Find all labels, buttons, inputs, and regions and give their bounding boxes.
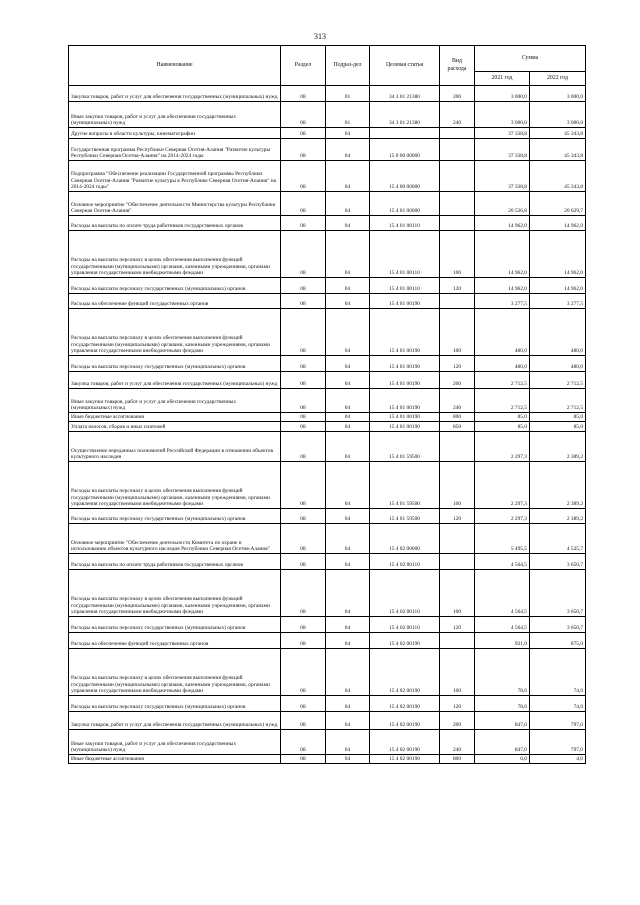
cell-section: 08 xyxy=(281,633,326,649)
cell-subsection: 04 xyxy=(326,128,370,139)
cell-2021: 4 564,5 xyxy=(475,617,530,633)
table-row xyxy=(69,356,586,372)
cell-section: 08 xyxy=(281,712,326,730)
table-row xyxy=(69,216,586,231)
cell-2022: 797,0 xyxy=(530,730,586,755)
cell-section: 08 xyxy=(281,422,326,432)
cell-2021: 5 495,5 xyxy=(475,524,530,554)
table-row xyxy=(69,139,586,161)
cell-target: 15 4 01 00110 xyxy=(370,216,440,231)
cell-target: 15 4 01 59500 xyxy=(370,509,440,524)
cell-2022: 4,0 xyxy=(530,755,586,764)
table-row xyxy=(69,730,586,755)
cell-name: Расходы на выплаты персоналу государственных (муниципальных) органов xyxy=(69,278,281,294)
cell-2022: 875,0 xyxy=(530,633,586,649)
cell-section: 08 xyxy=(281,570,326,617)
cell-expense: 200 xyxy=(440,712,475,730)
cell-name: Осуществление переданных полномочий Российской Федерации в отношении объектов культурного наследия xyxy=(69,432,281,462)
cell-2021: 3 277,5 xyxy=(475,294,530,309)
table-row xyxy=(69,86,586,102)
cell-subsection: 04 xyxy=(326,633,370,649)
cell-section: 08 xyxy=(281,309,326,356)
table-row xyxy=(69,633,586,649)
cell-2022: 14 962,0 xyxy=(530,231,586,278)
cell-section: 08 xyxy=(281,696,326,712)
cell-2022: 480,0 xyxy=(530,356,586,372)
cell-2022: 85,0 xyxy=(530,422,586,432)
cell-target: 15 4 01 59500 xyxy=(370,462,440,509)
cell-expense: 240 xyxy=(440,389,475,413)
table-body xyxy=(69,86,586,764)
cell-subsection: 04 xyxy=(326,231,370,278)
cell-name: Иные бюджетные ассигнования xyxy=(69,755,281,764)
cell-2022: 45 343,8 xyxy=(530,161,586,192)
cell-name: Расходы на обеспечение функций государственных органов xyxy=(69,633,281,649)
cell-name: Иные закупки товаров, работ и услуг для обеспечения государственных (муниципальных) нужд xyxy=(69,102,281,128)
cell-expense: 240 xyxy=(440,102,475,128)
cell-2021: 2 297,3 xyxy=(475,462,530,509)
cell-subsection: 01 xyxy=(326,102,370,128)
cell-2021: 6,0 xyxy=(475,755,530,764)
cell-target: 15 4 02 00110 xyxy=(370,554,440,570)
cell-2021: 78,0 xyxy=(475,696,530,712)
cell-name: Государственная программа Республики Северная Осетия-Алания "Развитие культуры Республики Северная Осетия-Алания" на 2014-2024 годы xyxy=(69,139,281,161)
table-row xyxy=(69,389,586,413)
cell-2021: 2 297,3 xyxy=(475,432,530,462)
cell-2022: 480,0 xyxy=(530,309,586,356)
table-row xyxy=(69,422,586,432)
table-row xyxy=(69,712,586,730)
cell-section: 08 xyxy=(281,617,326,633)
cell-2021: 85,0 xyxy=(475,422,530,432)
cell-2022: 2 389,2 xyxy=(530,462,586,509)
cell-section: 08 xyxy=(281,231,326,278)
cell-target: 15 0 00 00000 xyxy=(370,139,440,161)
cell-expense xyxy=(440,216,475,231)
cell-2022: 3 000,0 xyxy=(530,86,586,102)
cell-expense: 100 xyxy=(440,570,475,617)
cell-subsection: 04 xyxy=(326,554,370,570)
header-target: Целевая статья xyxy=(370,46,440,86)
cell-subsection: 04 xyxy=(326,617,370,633)
cell-expense xyxy=(440,432,475,462)
cell-target: 15 4 01 00190 xyxy=(370,309,440,356)
table-row xyxy=(69,649,586,696)
cell-subsection: 04 xyxy=(326,139,370,161)
cell-2021: 480,0 xyxy=(475,309,530,356)
cell-name: Основное мероприятие "Обеспечение деятельности Комитета по охране и использованию объектов культурного наследия Республики Северная Осетия-Алания" xyxy=(69,524,281,554)
cell-2021: 14 962,0 xyxy=(475,216,530,231)
table-row xyxy=(69,755,586,764)
cell-2022: 14 962,0 xyxy=(530,216,586,231)
cell-target: 34 3 01 21380 xyxy=(370,102,440,128)
table-row xyxy=(69,294,586,309)
cell-section: 08 xyxy=(281,372,326,389)
cell-2022: 45 343,8 xyxy=(530,128,586,139)
cell-subsection: 04 xyxy=(326,294,370,309)
cell-name: Подпрограмма "Обеспечение реализации Государственной программы Республики Северная Осетия-Алания "Развитие культуры в Республике Северная Осетия-Алания" на 2014-2024 годы" xyxy=(69,161,281,192)
cell-target: 15 4 01 59500 xyxy=(370,432,440,462)
cell-2021: 20 536,8 xyxy=(475,192,530,216)
cell-subsection: 04 xyxy=(326,422,370,432)
cell-section: 08 xyxy=(281,216,326,231)
cell-2022: 797,0 xyxy=(530,712,586,730)
cell-section: 08 xyxy=(281,509,326,524)
cell-target: 15 4 01 00000 xyxy=(370,192,440,216)
table-row xyxy=(69,696,586,712)
cell-expense: 240 xyxy=(440,730,475,755)
cell-section: 08 xyxy=(281,462,326,509)
cell-name: Расходы на выплаты персоналу в целях обеспечения выполнения функций государственными (муниципальными) органами, казенными учреждениями, органами управления государственными внебюджетными фондами xyxy=(69,462,281,509)
cell-subsection: 04 xyxy=(326,755,370,764)
cell-name: Закупка товаров, работ и услуг для обеспечения государственных (муниципальных) нужд xyxy=(69,712,281,730)
header-2022: 2022 год xyxy=(530,72,586,86)
cell-2022: 45 343,8 xyxy=(530,139,586,161)
cell-2022: 2 712,5 xyxy=(530,372,586,389)
cell-subsection: 04 xyxy=(326,432,370,462)
cell-2021: 2 712,5 xyxy=(475,372,530,389)
cell-2021: 3 000,0 xyxy=(475,102,530,128)
cell-expense: 850 xyxy=(440,422,475,432)
cell-expense: 100 xyxy=(440,649,475,696)
cell-2021: 85,0 xyxy=(475,413,530,422)
cell-name: Иные закупки товаров, работ и услуг для обеспечения государственных (муниципальных) нужд xyxy=(69,730,281,755)
cell-name: Расходы на выплаты персоналу государственных (муниципальных) органов xyxy=(69,696,281,712)
cell-subsection: 04 xyxy=(326,278,370,294)
cell-name: Расходы на обеспечение функций государственных органов xyxy=(69,294,281,309)
cell-expense: 100 xyxy=(440,309,475,356)
cell-section: 08 xyxy=(281,278,326,294)
cell-target: 15 4 01 00190 xyxy=(370,294,440,309)
cell-subsection: 04 xyxy=(326,389,370,413)
cell-name: Расходы на выплаты персоналу государственных (муниципальных) органов xyxy=(69,509,281,524)
cell-target xyxy=(370,128,440,139)
cell-target: 15 4 02 00110 xyxy=(370,617,440,633)
table-row xyxy=(69,524,586,554)
cell-expense: 120 xyxy=(440,617,475,633)
cell-2021: 2 712,5 xyxy=(475,389,530,413)
cell-section: 08 xyxy=(281,524,326,554)
table-row xyxy=(69,102,586,128)
cell-2021: 4 564,5 xyxy=(475,554,530,570)
cell-2022: 14 962,0 xyxy=(530,278,586,294)
cell-2021: 14 962,0 xyxy=(475,278,530,294)
cell-name: Основное мероприятие "Обеспечение деятельности Министерства культуры Республики Северная Осетия-Алания" xyxy=(69,192,281,216)
cell-name: Расходы на выплаты персоналу в целях обеспечения выполнения функций государственными (муниципальными) органами, казенными учреждениями, органами управления государственными внебюджетными фондами xyxy=(69,649,281,696)
cell-section: 08 xyxy=(281,161,326,192)
table-row xyxy=(69,231,586,278)
cell-subsection: 04 xyxy=(326,413,370,422)
cell-2021: 4 564,5 xyxy=(475,570,530,617)
header-subsection: Подраз-дел xyxy=(326,46,370,86)
cell-section: 08 xyxy=(281,128,326,139)
cell-2022: 74,0 xyxy=(530,649,586,696)
table-row xyxy=(69,161,586,192)
cell-subsection: 04 xyxy=(326,161,370,192)
cell-2022: 3 650,7 xyxy=(530,617,586,633)
cell-section: 08 xyxy=(281,139,326,161)
cell-section: 08 xyxy=(281,432,326,462)
cell-2021: 2 297,3 xyxy=(475,509,530,524)
cell-subsection: 04 xyxy=(326,730,370,755)
table-row xyxy=(69,309,586,356)
cell-name: Расходы на выплаты персоналу в целях обеспечения выполнения функций государственными (муниципальными) органами, казенными учреждениями, органами управления государственными внебюджетными фондами xyxy=(69,309,281,356)
cell-expense: 200 xyxy=(440,86,475,102)
cell-2021: 847,0 xyxy=(475,730,530,755)
cell-subsection: 04 xyxy=(326,192,370,216)
cell-target: 15 4 01 00110 xyxy=(370,231,440,278)
table-row xyxy=(69,570,586,617)
header-2021: 2021 год xyxy=(475,72,530,86)
cell-section: 08 xyxy=(281,102,326,128)
cell-section: 08 xyxy=(281,649,326,696)
cell-subsection: 04 xyxy=(326,649,370,696)
cell-target: 15 4 01 00190 xyxy=(370,372,440,389)
cell-name: Расходы на выплаты персоналу в целях обеспечения выполнения функций государственными (муниципальными) органами, казенными учреждениями, органами управления государственными внебюджетными фондами xyxy=(69,570,281,617)
cell-target: 15 4 02 00110 xyxy=(370,570,440,617)
cell-2022: 2 389,2 xyxy=(530,432,586,462)
cell-target: 15 4 02 00000 xyxy=(370,524,440,554)
cell-2021: 37 338,8 xyxy=(475,128,530,139)
cell-2022: 3 000,0 xyxy=(530,102,586,128)
cell-target: 15 4 01 00190 xyxy=(370,422,440,432)
cell-expense: 100 xyxy=(440,231,475,278)
cell-2022: 74,0 xyxy=(530,696,586,712)
table-row xyxy=(69,554,586,570)
cell-name: Другие вопросы в области культуры, кинематографии xyxy=(69,128,281,139)
table-row xyxy=(69,462,586,509)
cell-subsection: 04 xyxy=(326,570,370,617)
cell-name: Уплата налогов, сборов и иных платежей xyxy=(69,422,281,432)
cell-name: Расходы на выплаты персоналу государственных (муниципальных) органов xyxy=(69,356,281,372)
cell-expense: 120 xyxy=(440,278,475,294)
cell-expense: 100 xyxy=(440,462,475,509)
cell-subsection: 04 xyxy=(326,309,370,356)
cell-name: Закупка товаров, работ и услуг для обеспечения государственных (муниципальных) нужд xyxy=(69,86,281,102)
cell-target: 15 4 01 00190 xyxy=(370,413,440,422)
header-section: Раздел xyxy=(281,46,326,86)
cell-target: 15 4 00 00000 xyxy=(370,161,440,192)
cell-2021: 14 962,0 xyxy=(475,231,530,278)
cell-section: 08 xyxy=(281,755,326,764)
table-row xyxy=(69,128,586,139)
cell-target: 34 3 01 21380 xyxy=(370,86,440,102)
cell-expense xyxy=(440,139,475,161)
cell-name: Иные бюджетные ассигнования xyxy=(69,413,281,422)
cell-2022: 3 650,7 xyxy=(530,570,586,617)
page-number: 313 xyxy=(314,32,326,41)
cell-2021: 37 338,8 xyxy=(475,161,530,192)
cell-expense xyxy=(440,554,475,570)
cell-expense: 120 xyxy=(440,509,475,524)
table-row xyxy=(69,432,586,462)
cell-subsection: 04 xyxy=(326,524,370,554)
cell-name: Закупка товаров, работ и услуг для обеспечения государственных (муниципальных) нужд xyxy=(69,372,281,389)
cell-expense xyxy=(440,524,475,554)
cell-target: 15 4 02 00190 xyxy=(370,696,440,712)
header-sum: Сумма xyxy=(475,46,586,72)
cell-section: 08 xyxy=(281,356,326,372)
cell-expense xyxy=(440,128,475,139)
header-name: Наименование xyxy=(69,46,281,86)
cell-2021: 37 338,8 xyxy=(475,139,530,161)
cell-expense: 120 xyxy=(440,696,475,712)
table-row xyxy=(69,192,586,216)
cell-section: 08 xyxy=(281,730,326,755)
cell-subsection: 04 xyxy=(326,216,370,231)
cell-expense xyxy=(440,192,475,216)
table-row xyxy=(69,372,586,389)
cell-target: 15 4 02 00190 xyxy=(370,633,440,649)
cell-target: 15 4 02 00190 xyxy=(370,649,440,696)
cell-2022: 4 525,7 xyxy=(530,524,586,554)
cell-expense: 120 xyxy=(440,356,475,372)
cell-name: Расходы на выплаты персоналу государственных (муниципальных) органов xyxy=(69,617,281,633)
cell-name: Расходы на выплаты персоналу в целях обеспечения выполнения функций государственными (муниципальными) органами, казенными учреждениями, органами управления государственными внебюджетными фондами xyxy=(69,231,281,278)
cell-section: 08 xyxy=(281,86,326,102)
cell-subsection: 04 xyxy=(326,462,370,509)
cell-section: 08 xyxy=(281,294,326,309)
cell-name: Расходы на выплаты по оплате труда работников государственных органов xyxy=(69,216,281,231)
cell-2022: 3 650,7 xyxy=(530,554,586,570)
cell-2022: 2 712,5 xyxy=(530,389,586,413)
cell-expense xyxy=(440,633,475,649)
cell-2022: 2 389,2 xyxy=(530,509,586,524)
table-row xyxy=(69,509,586,524)
cell-section: 08 xyxy=(281,413,326,422)
cell-subsection: 04 xyxy=(326,712,370,730)
cell-target: 15 4 01 00110 xyxy=(370,278,440,294)
cell-name: Расходы на выплаты по оплате труда работников государственных органов xyxy=(69,554,281,570)
cell-2021: 78,0 xyxy=(475,649,530,696)
cell-target: 15 4 01 00190 xyxy=(370,356,440,372)
cell-subsection: 04 xyxy=(326,696,370,712)
header-expense: Вид расхода xyxy=(440,46,475,86)
cell-subsection: 04 xyxy=(326,372,370,389)
cell-expense: 200 xyxy=(440,372,475,389)
cell-expense xyxy=(440,294,475,309)
cell-section: 08 xyxy=(281,192,326,216)
cell-2022: 20 629,7 xyxy=(530,192,586,216)
cell-2021: 847,0 xyxy=(475,712,530,730)
cell-target: 15 4 02 00190 xyxy=(370,712,440,730)
table-row xyxy=(69,617,586,633)
cell-subsection: 04 xyxy=(326,356,370,372)
cell-2022: 3 277,5 xyxy=(530,294,586,309)
cell-section: 08 xyxy=(281,554,326,570)
cell-2021: 931,0 xyxy=(475,633,530,649)
cell-name: Иные закупки товаров, работ и услуг для обеспечения государственных (муниципальных) нужд xyxy=(69,389,281,413)
table-row xyxy=(69,278,586,294)
cell-target: 15 4 01 00190 xyxy=(370,389,440,413)
table-row xyxy=(69,413,586,422)
cell-section: 08 xyxy=(281,389,326,413)
cell-expense xyxy=(440,161,475,192)
cell-subsection: 01 xyxy=(326,86,370,102)
cell-2021: 480,0 xyxy=(475,356,530,372)
cell-2022: 85,0 xyxy=(530,413,586,422)
cell-target: 15 4 02 00190 xyxy=(370,755,440,764)
budget-table xyxy=(68,45,586,764)
cell-target: 15 4 02 00190 xyxy=(370,730,440,755)
cell-2021: 3 000,0 xyxy=(475,86,530,102)
cell-expense: 800 xyxy=(440,413,475,422)
cell-expense: 800 xyxy=(440,755,475,764)
cell-subsection: 04 xyxy=(326,509,370,524)
